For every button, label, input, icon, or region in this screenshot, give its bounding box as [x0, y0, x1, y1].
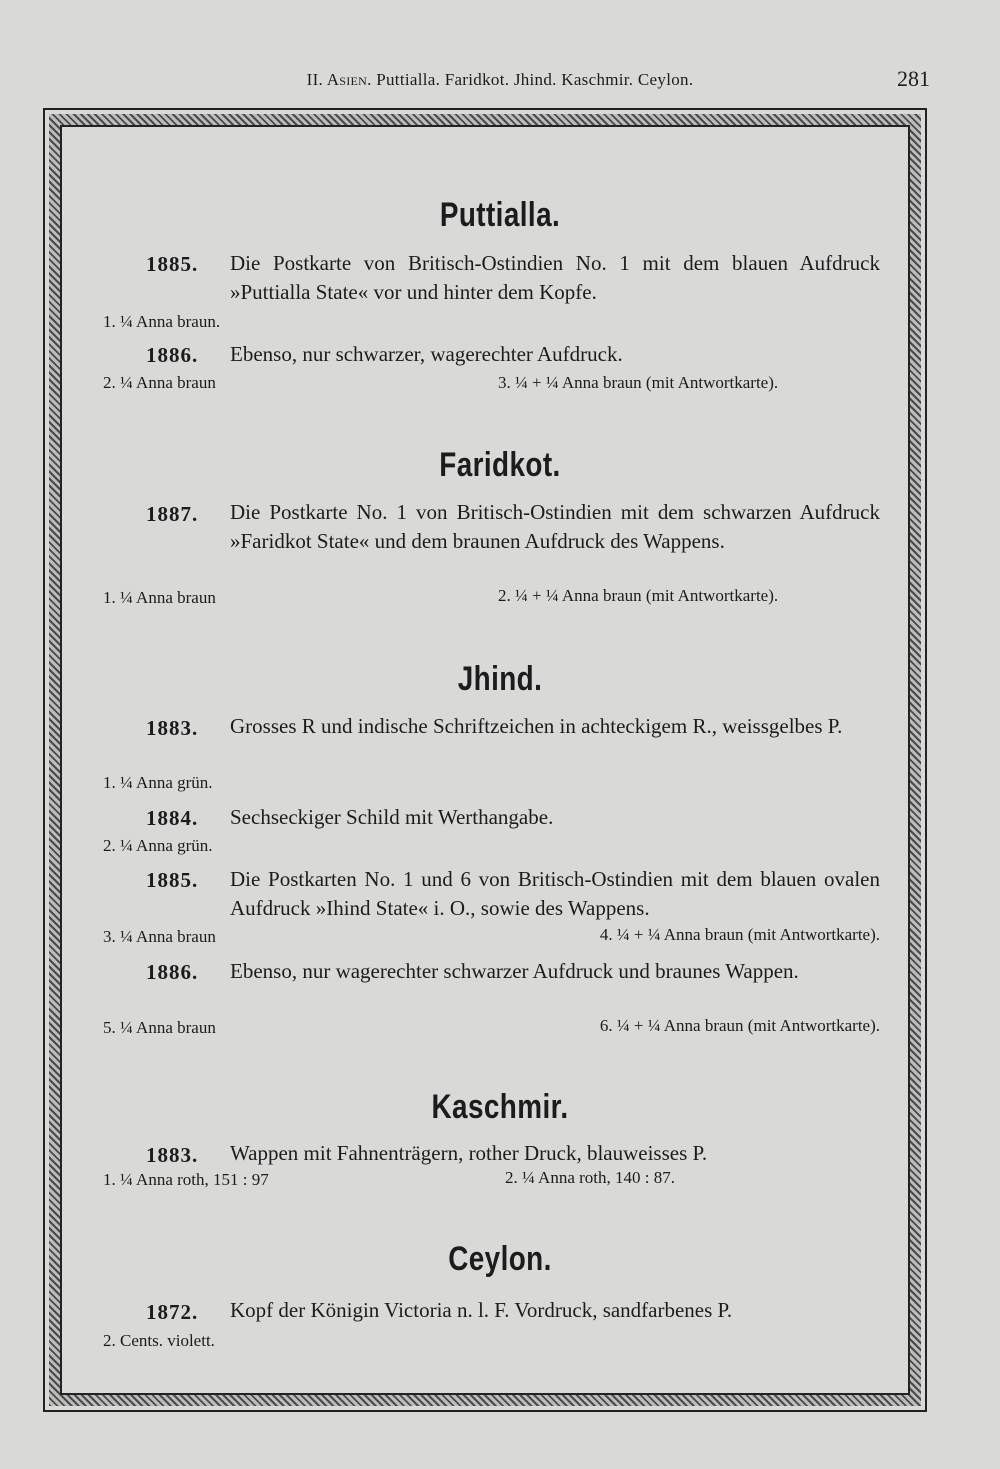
list-item: 2. ¼ Anna grün. [103, 836, 213, 855]
chapter-label: II. Asien. [306, 70, 372, 89]
list-item: 3. ¼ + ¼ Anna braun (mit Antwortkarte). [498, 373, 779, 392]
list-item: 2. Cents. violett. [103, 1331, 215, 1350]
entry-year: 1883. [146, 1143, 199, 1167]
list-item: 6. ¼ + ¼ Anna braun (mit Antwortkarte). [599, 1016, 880, 1035]
section-title-jhind: Jhind. [457, 660, 543, 698]
entry-text: Grosses R und indische Schriftzeichen in achteckigem R., weissgelbes P. [230, 714, 843, 738]
entry-year: 1887. [146, 502, 199, 526]
list-item: 1. ¼ Anna braun [103, 588, 216, 607]
entry-text: Wappen mit Fahnenträgern, rother Druck, blauweisses P. [230, 1141, 708, 1165]
list-item: 1. ¼ Anna braun. [103, 312, 221, 331]
list-item: 2. ¼ Anna roth, 140 : 87. [505, 1168, 675, 1187]
entry-text: Kopf der Königin Victoria n. l. F. Vordruck, sandfarbenes P. [230, 1298, 733, 1322]
entry-year: 1886. [146, 343, 199, 367]
entry-text: Die Postkarten No. 1 und 6 von Britisch-Ostindien mit dem blauen ovalen Aufdruck »Ihind State« i. O., sowie des Wappens. [230, 867, 880, 920]
section-title-puttialla: Puttialla. [439, 196, 561, 234]
section-title-faridkot: Faridkot. [439, 446, 561, 484]
entry-year: 1884. [146, 806, 199, 830]
list-item: 2. ¼ + ¼ Anna braun (mit Antwortkarte). [498, 586, 779, 605]
entry-year: 1885. [146, 252, 199, 276]
list-item: 4. ¼ + ¼ Anna braun (mit Antwortkarte). [599, 925, 880, 944]
entry-text: Die Postkarte No. 1 von Britisch-Ostindien mit dem schwarzen Aufdruck »Faridkot State« und dem braunen Aufdruck des Wappens. [230, 500, 880, 553]
page-number: 281 [897, 66, 930, 91]
entry-text: Ebenso, nur wagerechter schwarzer Aufdruck und braunes Wappen. [230, 959, 799, 983]
running-head [0, 66, 1000, 96]
entry-text: Die Postkarte von Britisch-Ostindien No. 1 mit dem blauen Aufdruck »Puttialla State« vor und hinter dem Kopfe. [230, 251, 880, 304]
entry-text: Sechseckiger Schild mit Werthangabe. [230, 805, 554, 829]
section-title-kaschmir: Kaschmir. [431, 1088, 569, 1126]
entry-year: 1872. [146, 1300, 199, 1324]
entry-year: 1885. [146, 868, 199, 892]
list-item: 5. ¼ Anna braun [103, 1018, 216, 1037]
list-item: 1. ¼ Anna roth, 151 : 97 [103, 1170, 269, 1189]
list-item: 3. ¼ Anna braun [103, 927, 216, 946]
entry-year: 1886. [146, 960, 199, 984]
country-list: Puttialla. Faridkot. Jhind. Kaschmir. Ceylon. [376, 70, 694, 89]
list-item: 1. ¼ Anna grün. [103, 773, 213, 792]
entry-year: 1883. [146, 716, 199, 740]
running-head-title [0, 70, 1000, 90]
section-title-ceylon: Ceylon. [448, 1240, 552, 1278]
list-item: 2. ¼ Anna braun [103, 373, 216, 392]
entry-text: Ebenso, nur schwarzer, wagerechter Aufdruck. [230, 342, 623, 366]
